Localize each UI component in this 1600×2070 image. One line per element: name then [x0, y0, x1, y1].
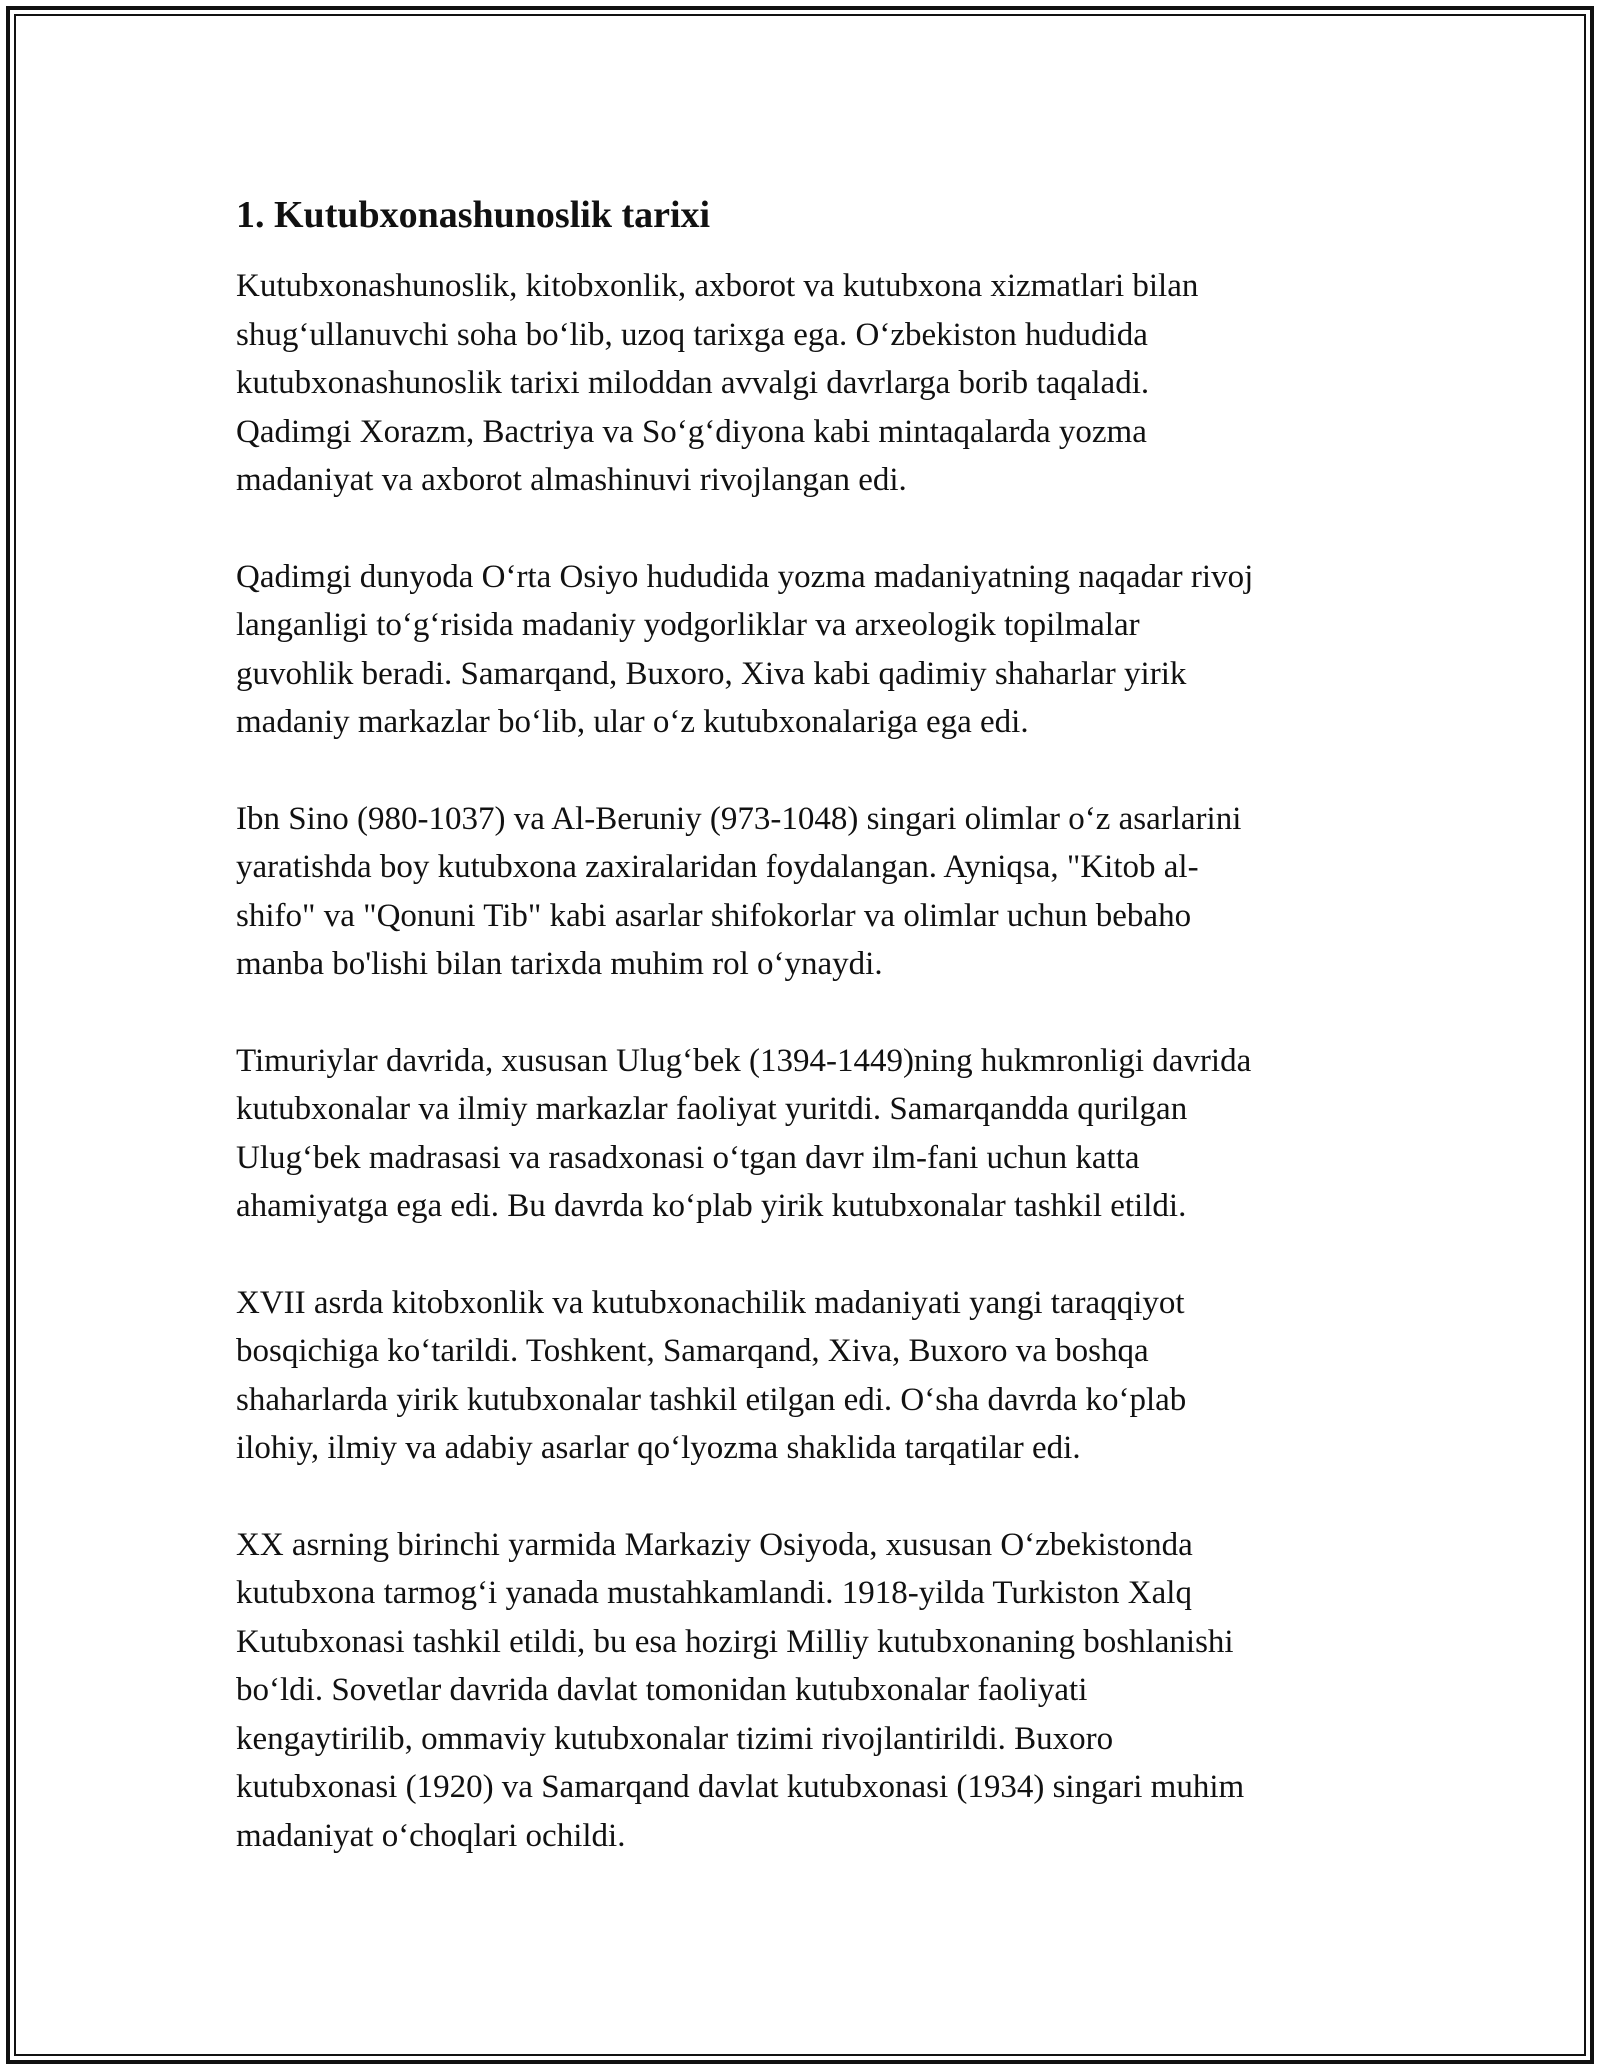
- section-title: 1. Kutubxonashunoslik tarixi: [236, 194, 711, 236]
- paragraph-6: XX asrning birinchi yarmida Markaziy Osiyoda, xususan O‘zbekistonda kutubxona tarmog‘i yanada mustahkamlandi. 1918-yilda Turkiston Xalq Kutubxonasi tashkil etildi, bu esa hozirgi Milliy kutubxonaning boshlanishi bo‘ldi. Sovetlar davrida davlat tomonidan kutubxonalar faoliyati kengaytirilib, ommaviy kutubxonalar tizimi rivojlantirildi. Buxoro kutubxonasi (1920) va Samarqand davlat kutubxonasi (1934) singari muhim madaniyat o‘choqlari ochildi.: [236, 1526, 1245, 1854]
- paragraph-3: Ibn Sino (980-1037) va Al-Beruniy (973-1048) singari olimlar o‘z asarlarini yaratishda boy kutubxona zaxiralaridan foydalangan. Ayniqsa, "Kitob al- shifo" va "Qonuni Tib" kabi asarlar shifokorlar va olimlar uchun bebaho manba bo'lishi bilan tarixda muhim rol o‘ynaydi.: [236, 800, 1242, 982]
- paragraph-2: Qadimgi dunyoda O‘rta Osiyo hududida yozma madaniyatning naqadar rivoj langanligi to‘g‘risida madaniy yodgorliklar va arxeologik topilmalar guvohlik beradi. Samarqand, Buxoro, Xiva kabi qadimiy shaharlar yirik madaniy markazlar bo‘lib, ular o‘z kutubxonalariga ega edi.: [236, 558, 1254, 740]
- paragraph-5: XVII asrda kitobxonlik va kutubxonachilik madaniyati yangi taraqqiyot bosqichiga ko‘tarildi. Toshkent, Samarqand, Xiva, Buxoro va boshqa shaharlarda yirik kutubxonalar tashkil etilgan edi. O‘sha davrda ko‘plab ilohiy, ilmiy va adabiy asarlar qo‘lyozma shaklida tarqatilar edi.: [236, 1284, 1187, 1466]
- document-body: [236, 186, 1386, 1860]
- paragraph-1: Kutubxonashunoslik, kitobxonlik, axborot va kutubxona xizmatlari bilan shug‘ullanuvchi soha bo‘lib, uzoq tarixga ega. O‘zbekiston hududida kutubxonashunoslik tarixi miloddan avvalgi davrlarga borib taqaladi. Qadimgi Xorazm, Bactriya va So‘g‘diyona kabi mintaqalarda yozma madaniyat va axborot almashinuvi rivojlangan edi.: [236, 268, 1199, 498]
- paragraph-4: Timuriylar davrida, xususan Ulug‘bek (1394-1449)ning hukmronligi davrida kutubxonalar va ilmiy markazlar faoliyat yuritdi. Samarqandda qurilgan Ulug‘bek madrasasi va rasadxonasi o‘tgan davr ilm-fani uchun katta ahamiyatga ega edi. Bu davrda ko‘plab yirik kutubxonalar tashkil etildi.: [236, 1042, 1252, 1224]
